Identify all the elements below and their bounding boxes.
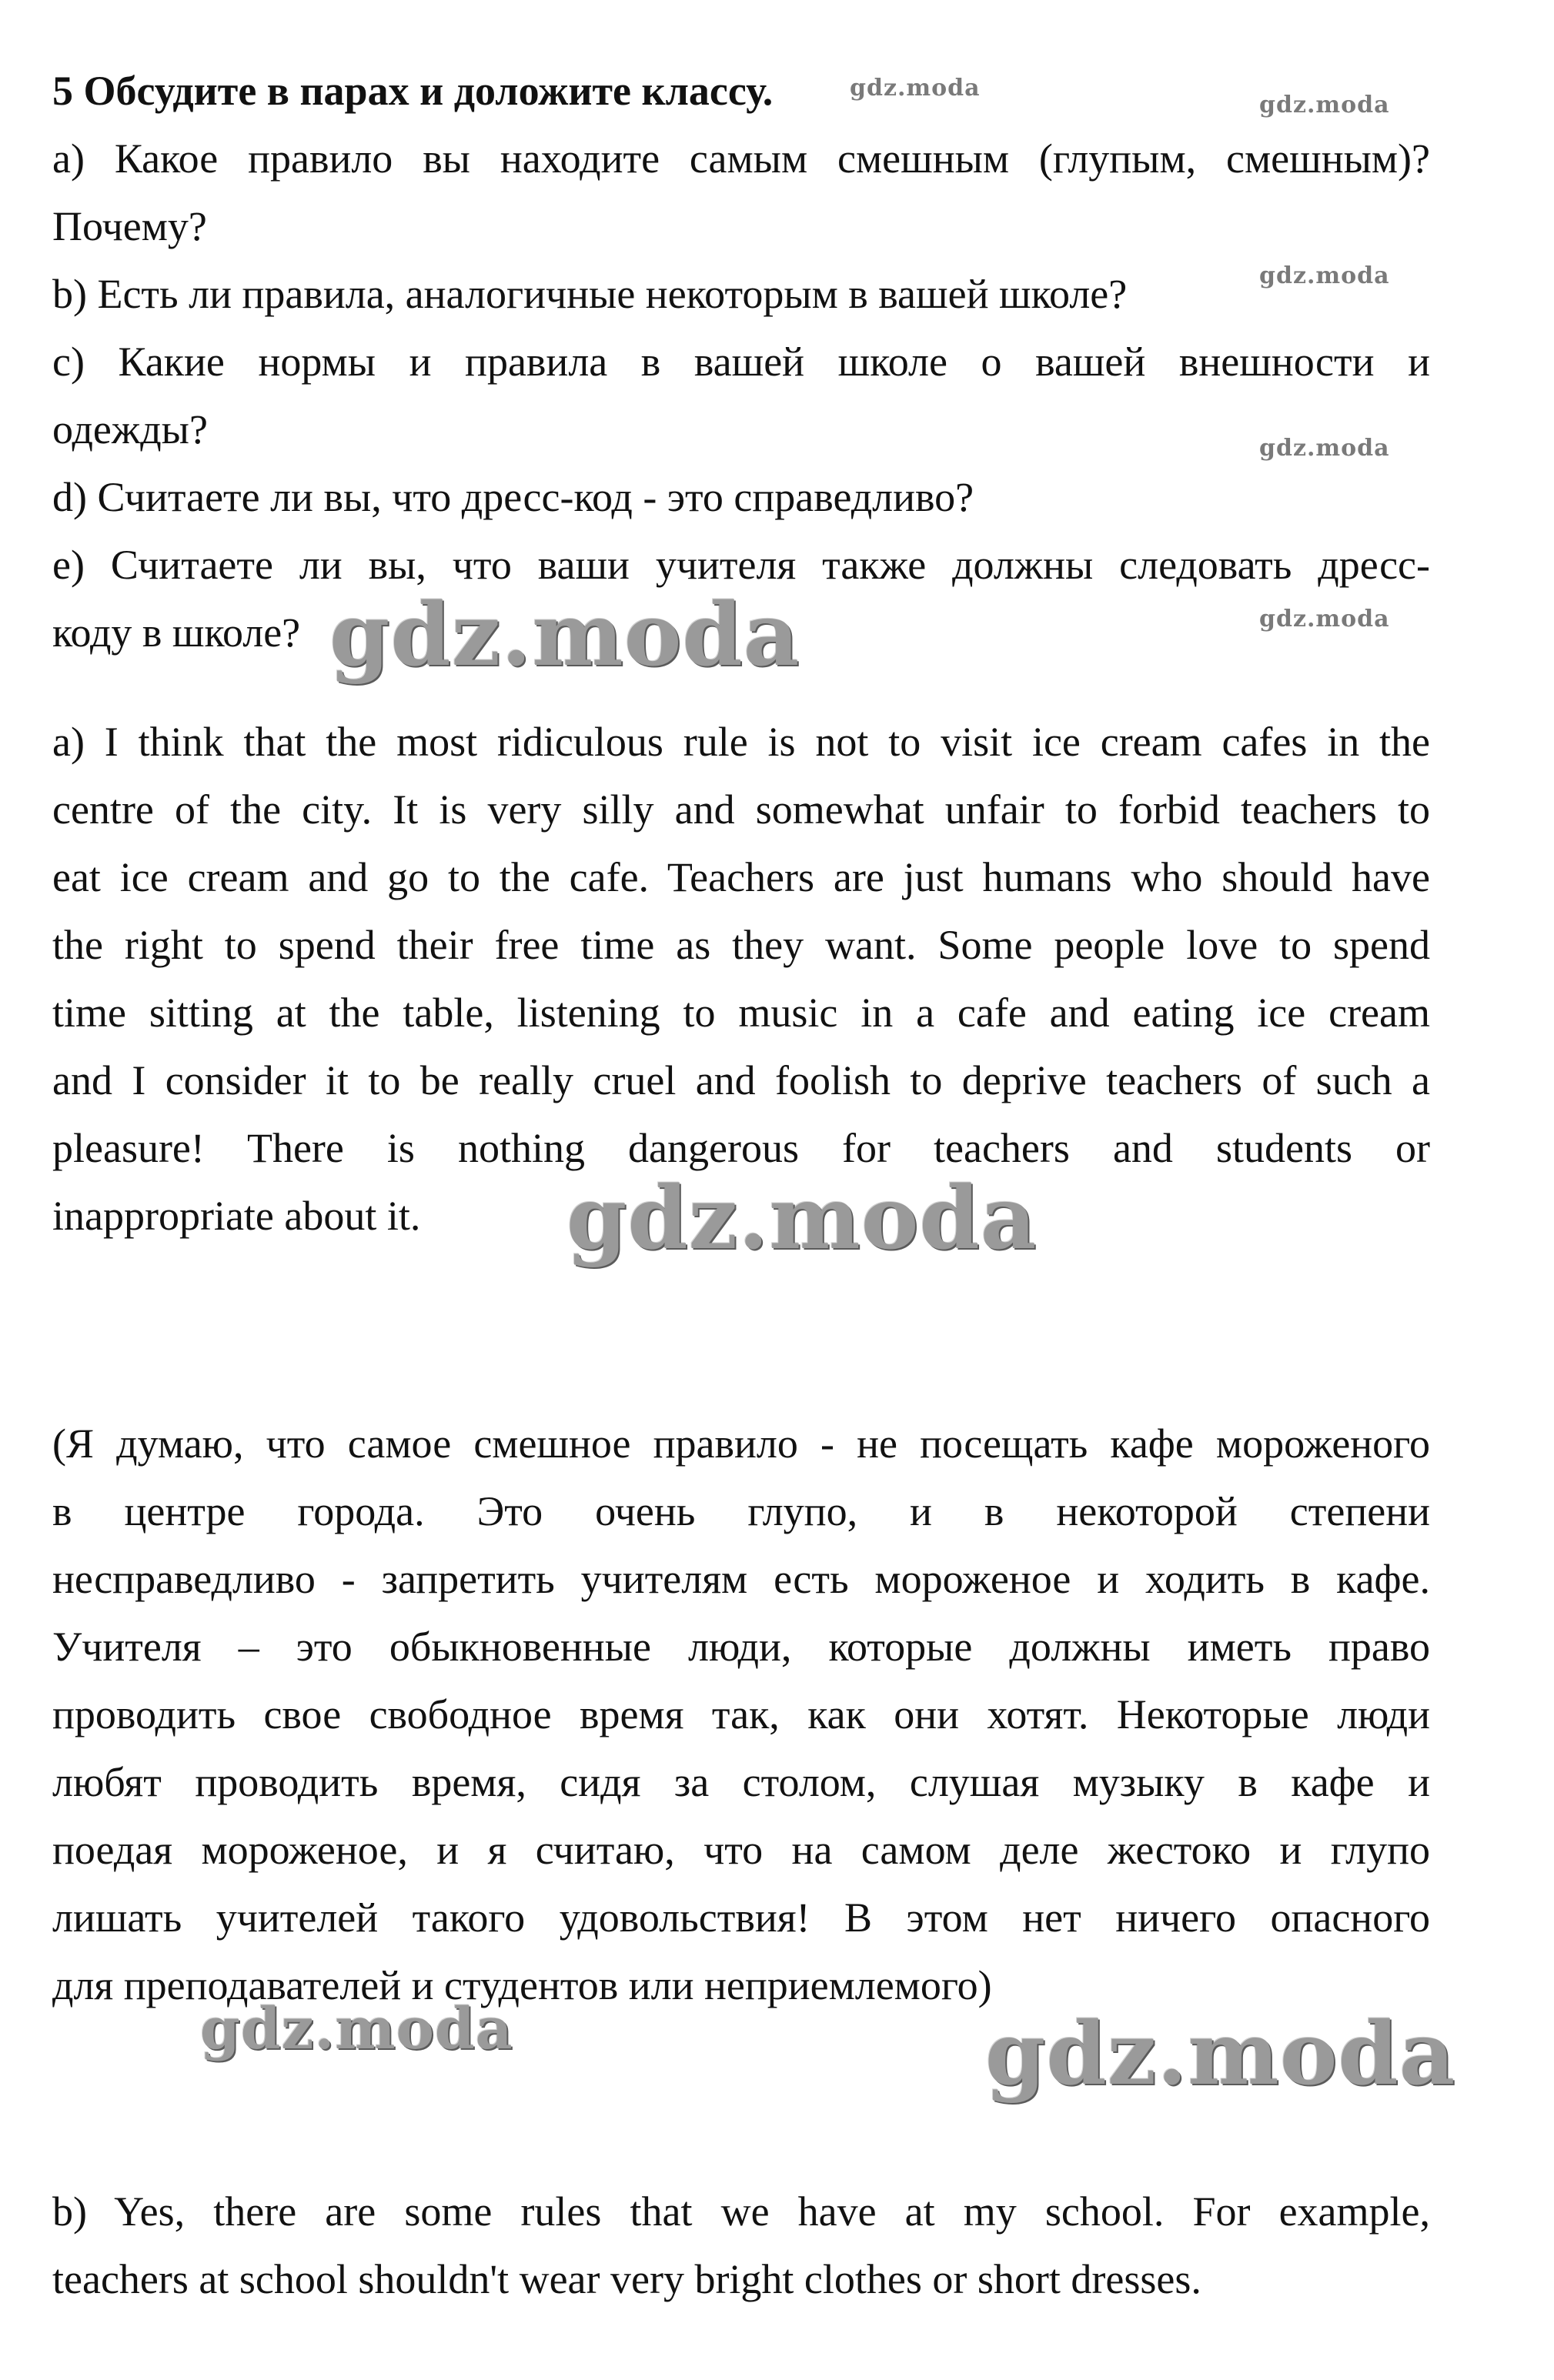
answer-a-ru-line-7: поедая мороженое, и я считаю, что на самом деле жестоко и глупо <box>52 1827 1430 1873</box>
answer-a-ru-line-8: лишать учителей такого удовольствия! В этом нет ничего опасного <box>52 1894 1430 1941</box>
answer-a-en-line-1: a) I think that the most ridiculous rule is not to visit ice cream cafes in the <box>52 719 1430 765</box>
answer-a-ru-line-2: в центре города. Это очень глупо, и в некоторой степени <box>52 1488 1430 1534</box>
question-c-line-2: одежды? <box>52 406 208 452</box>
question-d-line-1: d) Считаете ли вы, что дресс-код - это справедливо? <box>52 474 974 520</box>
exercise-heading: 5 Обсудите в парах и доложите классу. <box>52 68 774 114</box>
answer-a-en-line-8: inappropriate about it. <box>52 1193 421 1239</box>
answer-a-en-line-3: eat ice cream and go to the cafe. Teachers are just humans who should have <box>52 854 1430 900</box>
question-b-line-1: b) Есть ли правила, аналогичные некоторым в вашей школе? <box>52 271 1128 317</box>
answer-a-ru-line-5: проводить свое свободное время так, как они хотят. Некоторые люди <box>52 1691 1430 1737</box>
question-e-line-2: коду в школе? <box>52 609 301 656</box>
answer-a-en-line-7: pleasure! There is nothing dangerous for teachers and students or <box>52 1125 1430 1171</box>
question-a-line-1: a) Какое правило вы находите самым смешным (глупым, смешным)? <box>52 135 1430 182</box>
watermark-logo: gdz.moda <box>566 1168 1038 1269</box>
watermark-logo: gdz.moda <box>1259 92 1390 118</box>
question-c-line-1: c) Какие нормы и правила в вашей школе о вашей внешности и <box>52 339 1430 385</box>
watermark-logo: gdz.moda <box>850 75 981 102</box>
answer-a-ru-line-6: любят проводить время, сидя за столом, слушая музыку в кафе и <box>52 1759 1430 1805</box>
answer-a-ru-line-4: Учителя – это обыкновенные люди, которые должны иметь право <box>52 1624 1430 1670</box>
question-e-line-1: e) Считаете ли вы, что ваши учителя также должны следовать дресс- <box>52 542 1430 588</box>
watermark-logo: gdz.moda <box>1259 435 1390 462</box>
answer-b-en-line-1: b) Yes, there are some rules that we have at my school. For example, <box>52 2188 1430 2235</box>
watermark-logo: gdz.moda <box>985 2004 1456 2105</box>
answer-a-en-line-5: time sitting at the table, listening to music in a cafe and eating ice cream <box>52 990 1430 1036</box>
watermark-logo: gdz.moda <box>200 1996 513 2062</box>
answer-a-en-line-2: centre of the city. It is very silly and somewhat unfair to forbid teachers to <box>52 786 1430 833</box>
answer-a-ru-line-1: (Я думаю, что самое смешное правило - не посещать кафе мороженого <box>52 1420 1430 1467</box>
watermark-logo: gdz.moda <box>1259 262 1390 289</box>
question-a-line-2: Почему? <box>52 203 207 249</box>
watermark-logo: gdz.moda <box>1259 606 1390 633</box>
answer-a-en-line-4: the right to spend their free time as they want. Some people love to spend <box>52 922 1430 968</box>
watermark-logo: gdz.moda <box>329 585 800 686</box>
answer-a-ru-line-3: несправедливо - запретить учителям есть мороженое и ходить в кафе. <box>52 1556 1430 1602</box>
answer-a-ru-line-9: для преподавателей и студентов или неприемлемого) <box>52 1962 992 2008</box>
answer-a-en-line-6: and I consider it to be really cruel and foolish to deprive teachers of such a <box>52 1057 1430 1103</box>
answer-b-en-line-2: teachers at school shouldn't wear very bright clothes or short dresses. <box>52 2256 1201 2302</box>
